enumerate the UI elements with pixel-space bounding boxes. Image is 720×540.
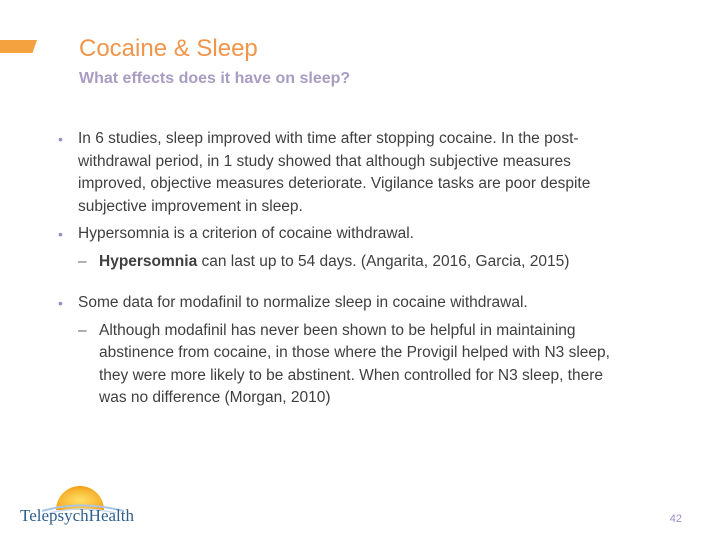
bullet-marker: • — [58, 226, 63, 242]
bullet-text: Hypersomnia is a criterion of cocaine withdrawal. — [78, 225, 414, 242]
sub-bullet-text: Although modafinil has never been shown to be helpful in maintaining abstinence from cocaine, in those where the Provigil helped with N3 sleep, they were more likely to be abstinent. When controlled for N3 sleep, there was no difference (Morgan, 2010) — [99, 321, 610, 406]
sub-bullet-item — [58, 320, 628, 410]
logo-text: TelepsychHealth — [20, 506, 134, 525]
page-number: 42 — [669, 513, 682, 525]
telepsychhealth-logo — [20, 474, 150, 530]
slide-body — [58, 128, 628, 415]
slide-title: Cocaine & Sleep — [79, 35, 258, 62]
sub-bullet-marker: – — [78, 252, 87, 270]
sub-bullet-bold-term: Hypersomnia — [99, 252, 198, 270]
bullet-text: Some data for modafinil to normalize sleep in cocaine withdrawal. — [78, 294, 528, 311]
spacer — [58, 278, 628, 292]
bullet-marker: • — [58, 131, 63, 147]
sub-bullet-marker: – — [78, 321, 87, 339]
bullet-text: In 6 studies, sleep improved with time after stopping cocaine. In the post-withdrawal period, in 1 study showed that although subjective measures improved, objective measures deteriorate. Vigilance tasks are poor despite subjective improvement in sleep. — [78, 130, 591, 215]
bullet-item — [58, 223, 628, 246]
bullet-marker: • — [58, 295, 63, 311]
bullet-item — [58, 292, 628, 315]
bullet-item — [58, 128, 628, 218]
sub-bullet-item — [58, 251, 628, 274]
sub-bullet-text: can last up to 54 days. (Angarita, 2016, Garcia, 2015) — [197, 252, 570, 270]
title-accent-bar — [0, 40, 37, 53]
slide-subtitle: What effects does it have on sleep? — [79, 70, 351, 87]
